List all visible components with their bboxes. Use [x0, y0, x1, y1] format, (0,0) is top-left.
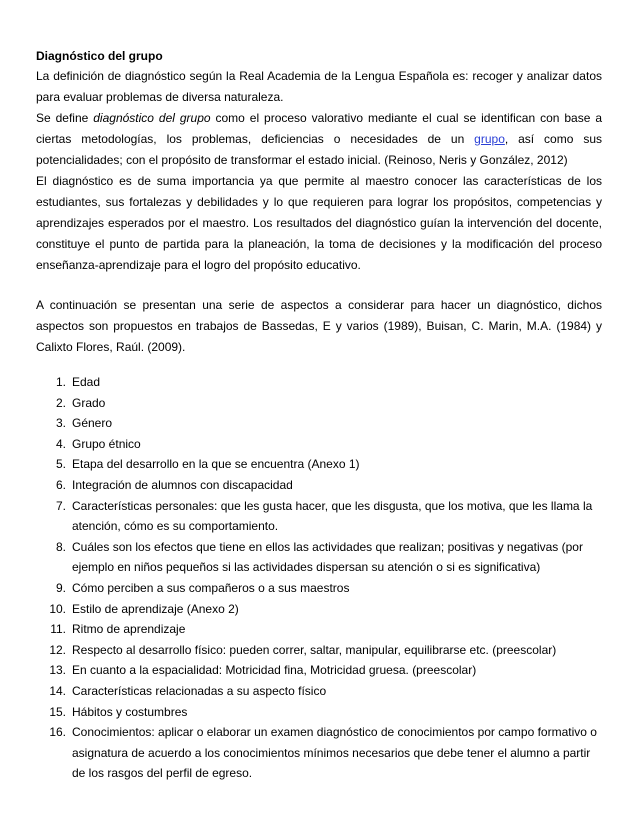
list-item-number: 13.	[49, 663, 66, 678]
list-item-text: Edad	[72, 375, 101, 389]
list-item-number: 7.	[55, 498, 66, 513]
list-item-text: Etapa del desarrollo en la que se encuentra (Anexo 1)	[72, 457, 360, 472]
list-item	[36, 434, 602, 455]
list-item-text: Cuáles son los efectos que tiene en ellos las actividades que realizan; positivas y negativas (por ejemplo en niños pequeños si las actividades dispersan su atención o si es significativa)	[72, 539, 583, 575]
list-item-number: 6.	[55, 477, 66, 492]
definition-paragraph: La definición de diagnóstico según la Real Academia de la Lengua Española es: recoger y analizar datos para evaluar problemas de diversa naturaleza.	[36, 69, 602, 104]
p2-post: , así como sus potencialidades; con el propósito de transformar el estado inicial. (Reinoso, Neris y González, 2012)	[36, 132, 602, 167]
group-diagnosis-paragraph	[36, 108, 602, 171]
list-item-text: Características relacionadas a su aspecto físico	[72, 683, 327, 698]
list-item	[36, 619, 602, 640]
list-item-text: Características personales: que les gusta hacer, que les disgusta, que los motiva, que les llama la atención, cómo es su comportamiento.	[72, 498, 593, 534]
list-item	[36, 640, 602, 661]
list-item-number: 15.	[49, 704, 66, 719]
list-item-number: 16.	[49, 725, 66, 740]
list-item-text: Ritmo de aprendizaje	[72, 622, 186, 637]
list-item	[36, 722, 602, 784]
list-item-number: 1.	[55, 375, 66, 389]
list-item-number: 9.	[55, 580, 66, 595]
grupo-link[interactable]: grupo	[474, 132, 505, 146]
list-item	[36, 393, 602, 414]
list-item-text: Grado	[72, 395, 106, 410]
p2-italic-term: diagnóstico del grupo	[93, 111, 211, 125]
p2-pre: Se define	[36, 111, 94, 125]
intro-list-paragraph: A continuación se presentan una serie de aspectos a considerar para hacer un diagnóstico, dichos aspectos son propuestos en trabajos de Bassedas, E y varios (1989), Buisan, C. Marin, M.A. (1984) y Calixto Flores, Raúl. (2009).	[36, 298, 602, 354]
list-item-number: 5.	[55, 457, 66, 472]
p2-mid: como el proceso valorativo mediante el cual se identifican con base a ciertas metodologías, los problemas, deficiencias o necesidades de un	[36, 111, 602, 146]
list-item-number: 11.	[50, 622, 66, 637]
list-item	[36, 413, 602, 434]
document-page	[36, 46, 602, 784]
section-title: Diagnóstico del grupo	[36, 49, 163, 63]
list-item	[36, 496, 602, 537]
list-item-number: 12.	[49, 642, 66, 657]
list-item-number: 8.	[55, 539, 66, 554]
list-item-text: Grupo étnico	[72, 436, 141, 451]
list-item-text: Integración de alumnos con discapacidad	[72, 477, 293, 492]
list-item-number: 2.	[55, 395, 66, 410]
list-item-number: 3.	[55, 416, 66, 431]
list-item	[36, 599, 602, 620]
list-item	[36, 578, 602, 599]
list-item-text: Conocimientos: aplicar o elaborar un examen diagnóstico de conocimientos por campo formativo o asignatura de acuerdo a los conocimientos mínimos necesarios que debe tener el alumno a partir de los rasgos del perfil de egreso.	[72, 725, 597, 781]
list-item-text: Cómo perciben a sus compañeros o a sus maestros	[72, 580, 350, 595]
list-item	[36, 660, 602, 681]
list-item-text: Hábitos y costumbres	[72, 704, 188, 719]
list-item	[36, 475, 602, 496]
list-item	[36, 702, 602, 723]
list-item	[36, 537, 602, 578]
list-item-number: 14.	[49, 683, 66, 698]
list-item-text: En cuanto a la espacialidad: Motricidad fina, Motricidad gruesa. (preescolar)	[72, 663, 477, 678]
list-item	[36, 681, 602, 702]
list-item-text: Género	[72, 416, 113, 431]
list-item-text: Estilo de aprendizaje (Anexo 2)	[72, 601, 239, 616]
list-item-number: 4.	[55, 436, 66, 451]
importance-paragraph: El diagnóstico es de suma importancia ya que permite al maestro conocer las características de los estudiantes, sus fortalezas y debilidades y lo que requieren para lograr los propósitos, competencias y aprendizajes esperados por el maestro. Los resultados del diagnóstico guían la intervención del docente, constituye el punto de partida para la planeación, la toma de decisiones y la modificación del proceso enseñanza-aprendizaje para el logro del propósito educativo.	[36, 174, 602, 272]
aspects-list	[36, 372, 602, 784]
list-item-number: 10.	[49, 601, 66, 616]
list-item-text: Respecto al desarrollo físico: pueden correr, saltar, manipular, equilibrarse etc. (preescolar)	[72, 642, 557, 657]
paragraph-spacer	[36, 276, 602, 295]
list-item	[36, 372, 602, 393]
list-item	[36, 454, 602, 475]
